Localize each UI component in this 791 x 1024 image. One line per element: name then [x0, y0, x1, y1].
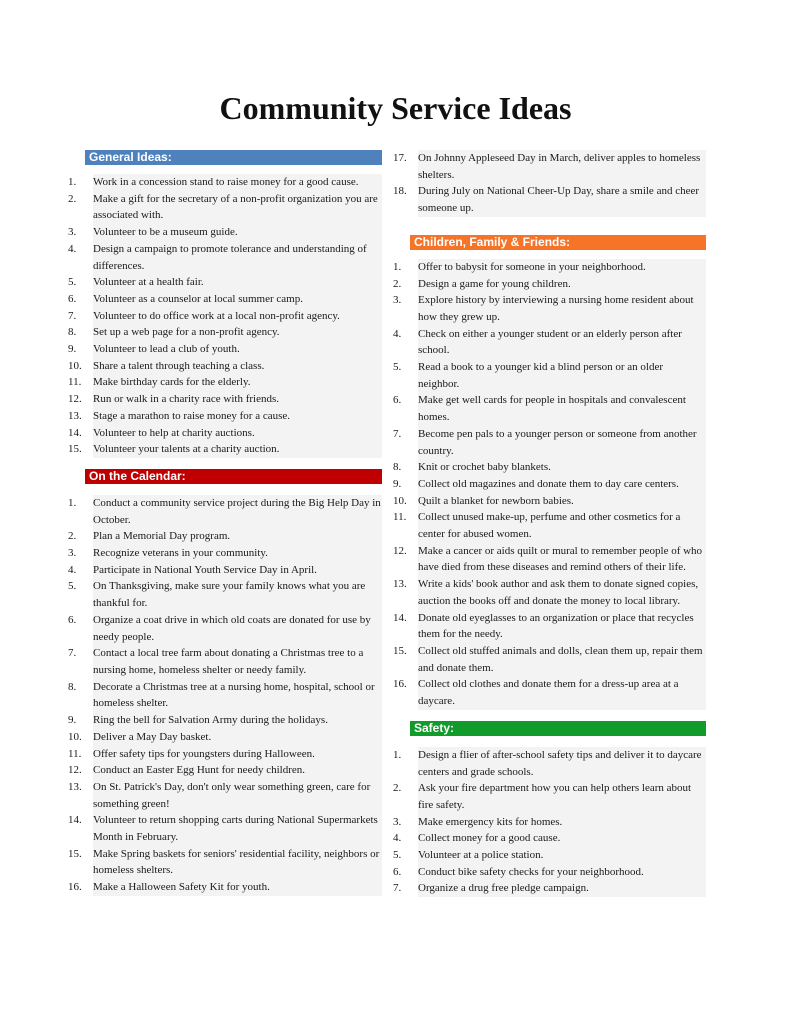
item-text: Conduct a community service project during the Big Help Day in October. [93, 495, 382, 528]
list-item [68, 545, 382, 562]
item-text: Quilt a blanket for newborn babies. [418, 493, 706, 510]
list-item [393, 880, 706, 897]
list-item [393, 276, 706, 293]
item-text: Work in a concession stand to raise money for a good cause. [93, 174, 382, 191]
section-header-children: Children, Family & Friends: [410, 235, 706, 250]
list-item [68, 308, 382, 325]
item-number: 8. [68, 326, 77, 339]
item-number: 6. [68, 292, 77, 305]
item-text: Volunteer to lead a club of youth. [93, 341, 382, 358]
item-text: Design a flier of after-school safety tips and deliver it to daycare centers and grade schools. [418, 747, 706, 780]
item-text: Organize a coat drive in which old coats are donated for use by needy people. [93, 612, 382, 645]
item-text: Decorate a Christmas tree at a nursing home, hospital, school or homeless shelter. [93, 679, 382, 712]
section-header-calendar: On the Calendar: [85, 469, 382, 484]
item-number: 16. [393, 678, 407, 691]
item-text: Write a kids' book author and ask them to donate signed copies, auction the books off and donate the money to local library. [418, 576, 706, 609]
item-text: On St. Patrick's Day, don't only wear something green, care for something green! [93, 779, 382, 812]
item-number: 7. [393, 427, 402, 440]
list-item [393, 676, 706, 709]
list-item [68, 779, 382, 812]
list-item [393, 326, 706, 359]
item-text: Collect unused make-up, perfume and other cosmetics for a center for abused women. [418, 509, 706, 542]
item-text: Volunteer your talents at a charity auction. [93, 441, 382, 458]
item-text: Explore history by interviewing a nursing home resident about how they grew up. [418, 292, 706, 325]
list-item [68, 324, 382, 341]
item-number: 17. [393, 152, 407, 164]
list-item [393, 392, 706, 425]
item-number: 4. [68, 242, 77, 255]
list-item [393, 830, 706, 847]
item-number: 3. [393, 815, 402, 828]
item-text: Volunteer to return shopping carts during National Supermarkets Month in February. [93, 812, 382, 845]
safety-list [393, 747, 706, 897]
item-text: Make get well cards for people in hospitals and convalescent homes. [418, 392, 706, 425]
list-item [68, 374, 382, 391]
list-item [393, 183, 706, 216]
item-number: 10. [68, 359, 82, 372]
item-number: 14. [68, 426, 82, 439]
list-item [68, 341, 382, 358]
item-number: 8. [393, 461, 402, 474]
item-number: 18. [393, 185, 407, 198]
item-number: 12. [393, 544, 407, 557]
item-number: 12. [68, 764, 82, 777]
item-number: 4. [393, 327, 402, 340]
list-item [68, 358, 382, 375]
list-item [393, 576, 706, 609]
item-text: Volunteer at a health fair. [93, 274, 382, 291]
list-item [68, 645, 382, 678]
item-text: Ring the bell for Salvation Army during the holidays. [93, 712, 382, 729]
item-text: Conduct an Easter Egg Hunt for needy children. [93, 762, 382, 779]
item-number: 10. [393, 494, 407, 507]
item-text: Check on either a younger student or an elderly person after school. [418, 326, 706, 359]
list-item [393, 747, 706, 780]
list-item [68, 408, 382, 425]
list-item [393, 493, 706, 510]
item-text: Conduct bike safety checks for your neighborhood. [418, 864, 706, 881]
item-number: 13. [393, 578, 407, 591]
item-number: 7. [68, 647, 77, 660]
item-text: Volunteer to help at charity auctions. [93, 425, 382, 442]
item-text: On Johnny Appleseed Day in March, deliver apples to homeless shelters. [418, 150, 706, 183]
list-item [393, 780, 706, 813]
item-number: 1. [68, 496, 77, 509]
item-text: Participate in National Youth Service Day in April. [93, 562, 382, 579]
item-text: Volunteer at a police station. [418, 847, 706, 864]
item-number: 14. [393, 611, 407, 624]
right-column [393, 150, 706, 897]
list-item [68, 425, 382, 442]
item-number: 11. [68, 376, 82, 389]
item-text: Deliver a May Day basket. [93, 729, 382, 746]
list-item [68, 879, 382, 896]
item-number: 13. [68, 409, 82, 422]
item-number: 8. [68, 680, 77, 693]
item-text: Make birthday cards for the elderly. [93, 374, 382, 391]
item-text: Collect old clothes and donate them for a dress-up area at a daycare. [418, 676, 706, 709]
list-item [393, 509, 706, 542]
item-text: Offer to babysit for someone in your neighborhood. [418, 259, 706, 276]
item-number: 9. [68, 714, 77, 727]
item-number: 3. [68, 226, 77, 239]
item-number: 9. [393, 477, 402, 490]
item-number: 12. [68, 393, 82, 406]
item-text: Become pen pals to a younger person or someone from another country. [418, 426, 706, 459]
item-text: Collect old stuffed animals and dolls, clean them up, repair them and donate them. [418, 643, 706, 676]
item-text: On Thanksgiving, make sure your family knows what you are thankful for. [93, 578, 382, 611]
item-number: 15. [68, 443, 82, 456]
item-number: 16. [68, 881, 82, 894]
list-item [393, 543, 706, 576]
item-number: 14. [68, 814, 82, 827]
list-item [68, 712, 382, 729]
list-item [393, 864, 706, 881]
item-text: During July on National Cheer-Up Day, share a smile and cheer someone up. [418, 183, 706, 216]
children-family-friends-list [393, 259, 706, 710]
item-number: 2. [393, 782, 402, 795]
item-number: 3. [68, 547, 77, 560]
list-item [393, 292, 706, 325]
item-number: 3. [393, 294, 402, 307]
left-column [68, 150, 382, 896]
item-text: Volunteer as a counselor at local summer camp. [93, 291, 382, 308]
list-item [393, 847, 706, 864]
item-number: 7. [393, 882, 402, 895]
item-number: 2. [68, 192, 77, 205]
item-number: 9. [68, 343, 77, 356]
item-number: 5. [393, 849, 402, 862]
section-header-general: General Ideas: [85, 150, 382, 165]
item-number: 15. [393, 644, 407, 657]
item-text: Ask your fire department how you can help others learn about fire safety. [418, 780, 706, 813]
item-text: Read a book to a younger kid a blind person or an older neighbor. [418, 359, 706, 392]
list-item [68, 679, 382, 712]
list-item [393, 814, 706, 831]
item-number: 1. [393, 748, 402, 761]
list-item [68, 391, 382, 408]
list-item [393, 426, 706, 459]
list-item [68, 729, 382, 746]
item-text: Plan a Memorial Day program. [93, 528, 382, 545]
list-item [68, 846, 382, 879]
item-number: 5. [68, 276, 77, 289]
item-text: Share a talent through teaching a class. [93, 358, 382, 375]
item-number: 7. [68, 309, 77, 322]
item-number: 11. [393, 511, 407, 524]
list-item [68, 528, 382, 545]
list-item [68, 174, 382, 191]
item-text: Make emergency kits for homes. [418, 814, 706, 831]
section-header-safety: Safety: [410, 721, 706, 736]
item-number: 1. [68, 176, 77, 188]
item-text: Make a cancer or aids quilt or mural to remember people of who have died from these diseases and remind others of their life. [418, 543, 706, 576]
item-text: Offer safety tips for youngsters during Halloween. [93, 746, 382, 763]
list-item [68, 578, 382, 611]
list-item [393, 610, 706, 643]
item-text: Volunteer to be a museum guide. [93, 224, 382, 241]
item-text: Stage a marathon to raise money for a cause. [93, 408, 382, 425]
item-number: 2. [393, 277, 402, 290]
item-number: 6. [68, 613, 77, 626]
list-item [393, 643, 706, 676]
item-number: 6. [393, 865, 402, 878]
item-number: 10. [68, 730, 82, 743]
item-number: 11. [68, 747, 82, 760]
item-text: Make Spring baskets for seniors' residential facility, neighbors or homeless shelters. [93, 846, 382, 879]
item-number: 5. [393, 361, 402, 374]
list-item [68, 612, 382, 645]
item-number: 15. [68, 847, 82, 860]
list-item [68, 562, 382, 579]
item-number: 2. [68, 530, 77, 543]
item-text: Recognize veterans in your community. [93, 545, 382, 562]
item-text: Run or walk in a charity race with friends. [93, 391, 382, 408]
list-item [68, 191, 382, 224]
item-number: 4. [68, 563, 77, 576]
list-item [68, 746, 382, 763]
item-text: Design a campaign to promote tolerance and understanding of differences. [93, 241, 382, 274]
item-text: Make a gift for the secretary of a non-profit organization you are associated with. [93, 191, 382, 224]
general-ideas-list [68, 174, 382, 458]
item-text: Donate old eyeglasses to an organization or place that recycles them for the needy. [418, 610, 706, 643]
item-text: Volunteer to do office work at a local non-profit agency. [93, 308, 382, 325]
list-item [68, 762, 382, 779]
list-item [68, 274, 382, 291]
item-number: 4. [393, 832, 402, 845]
item-number: 1. [393, 260, 402, 273]
page-title: Community Service Ideas [219, 90, 572, 126]
list-item [393, 459, 706, 476]
item-text: Collect old magazines and donate them to day care centers. [418, 476, 706, 493]
item-text: Knit or crochet baby blankets. [418, 459, 706, 476]
item-text: Design a game for young children. [418, 276, 706, 293]
list-item [68, 495, 382, 528]
list-item [68, 241, 382, 274]
item-number: 13. [68, 780, 82, 793]
calendar-list [68, 495, 382, 896]
list-item [68, 812, 382, 845]
list-item [393, 150, 706, 183]
calendar-continued-list [393, 150, 706, 217]
list-item [68, 224, 382, 241]
item-number: 6. [393, 394, 402, 407]
item-number: 5. [68, 580, 77, 593]
item-text: Collect money for a good cause. [418, 830, 706, 847]
list-item [393, 359, 706, 392]
item-text: Contact a local tree farm about donating a Christmas tree to a nursing home, homeless shelter or needy family. [93, 645, 382, 678]
item-text: Set up a web page for a non-profit agency. [93, 324, 382, 341]
list-item [393, 259, 706, 276]
item-text: Organize a drug free pledge campaign. [418, 880, 706, 897]
list-item [393, 476, 706, 493]
item-text: Make a Halloween Safety Kit for youth. [93, 879, 382, 896]
list-item [68, 441, 382, 458]
list-item [68, 291, 382, 308]
